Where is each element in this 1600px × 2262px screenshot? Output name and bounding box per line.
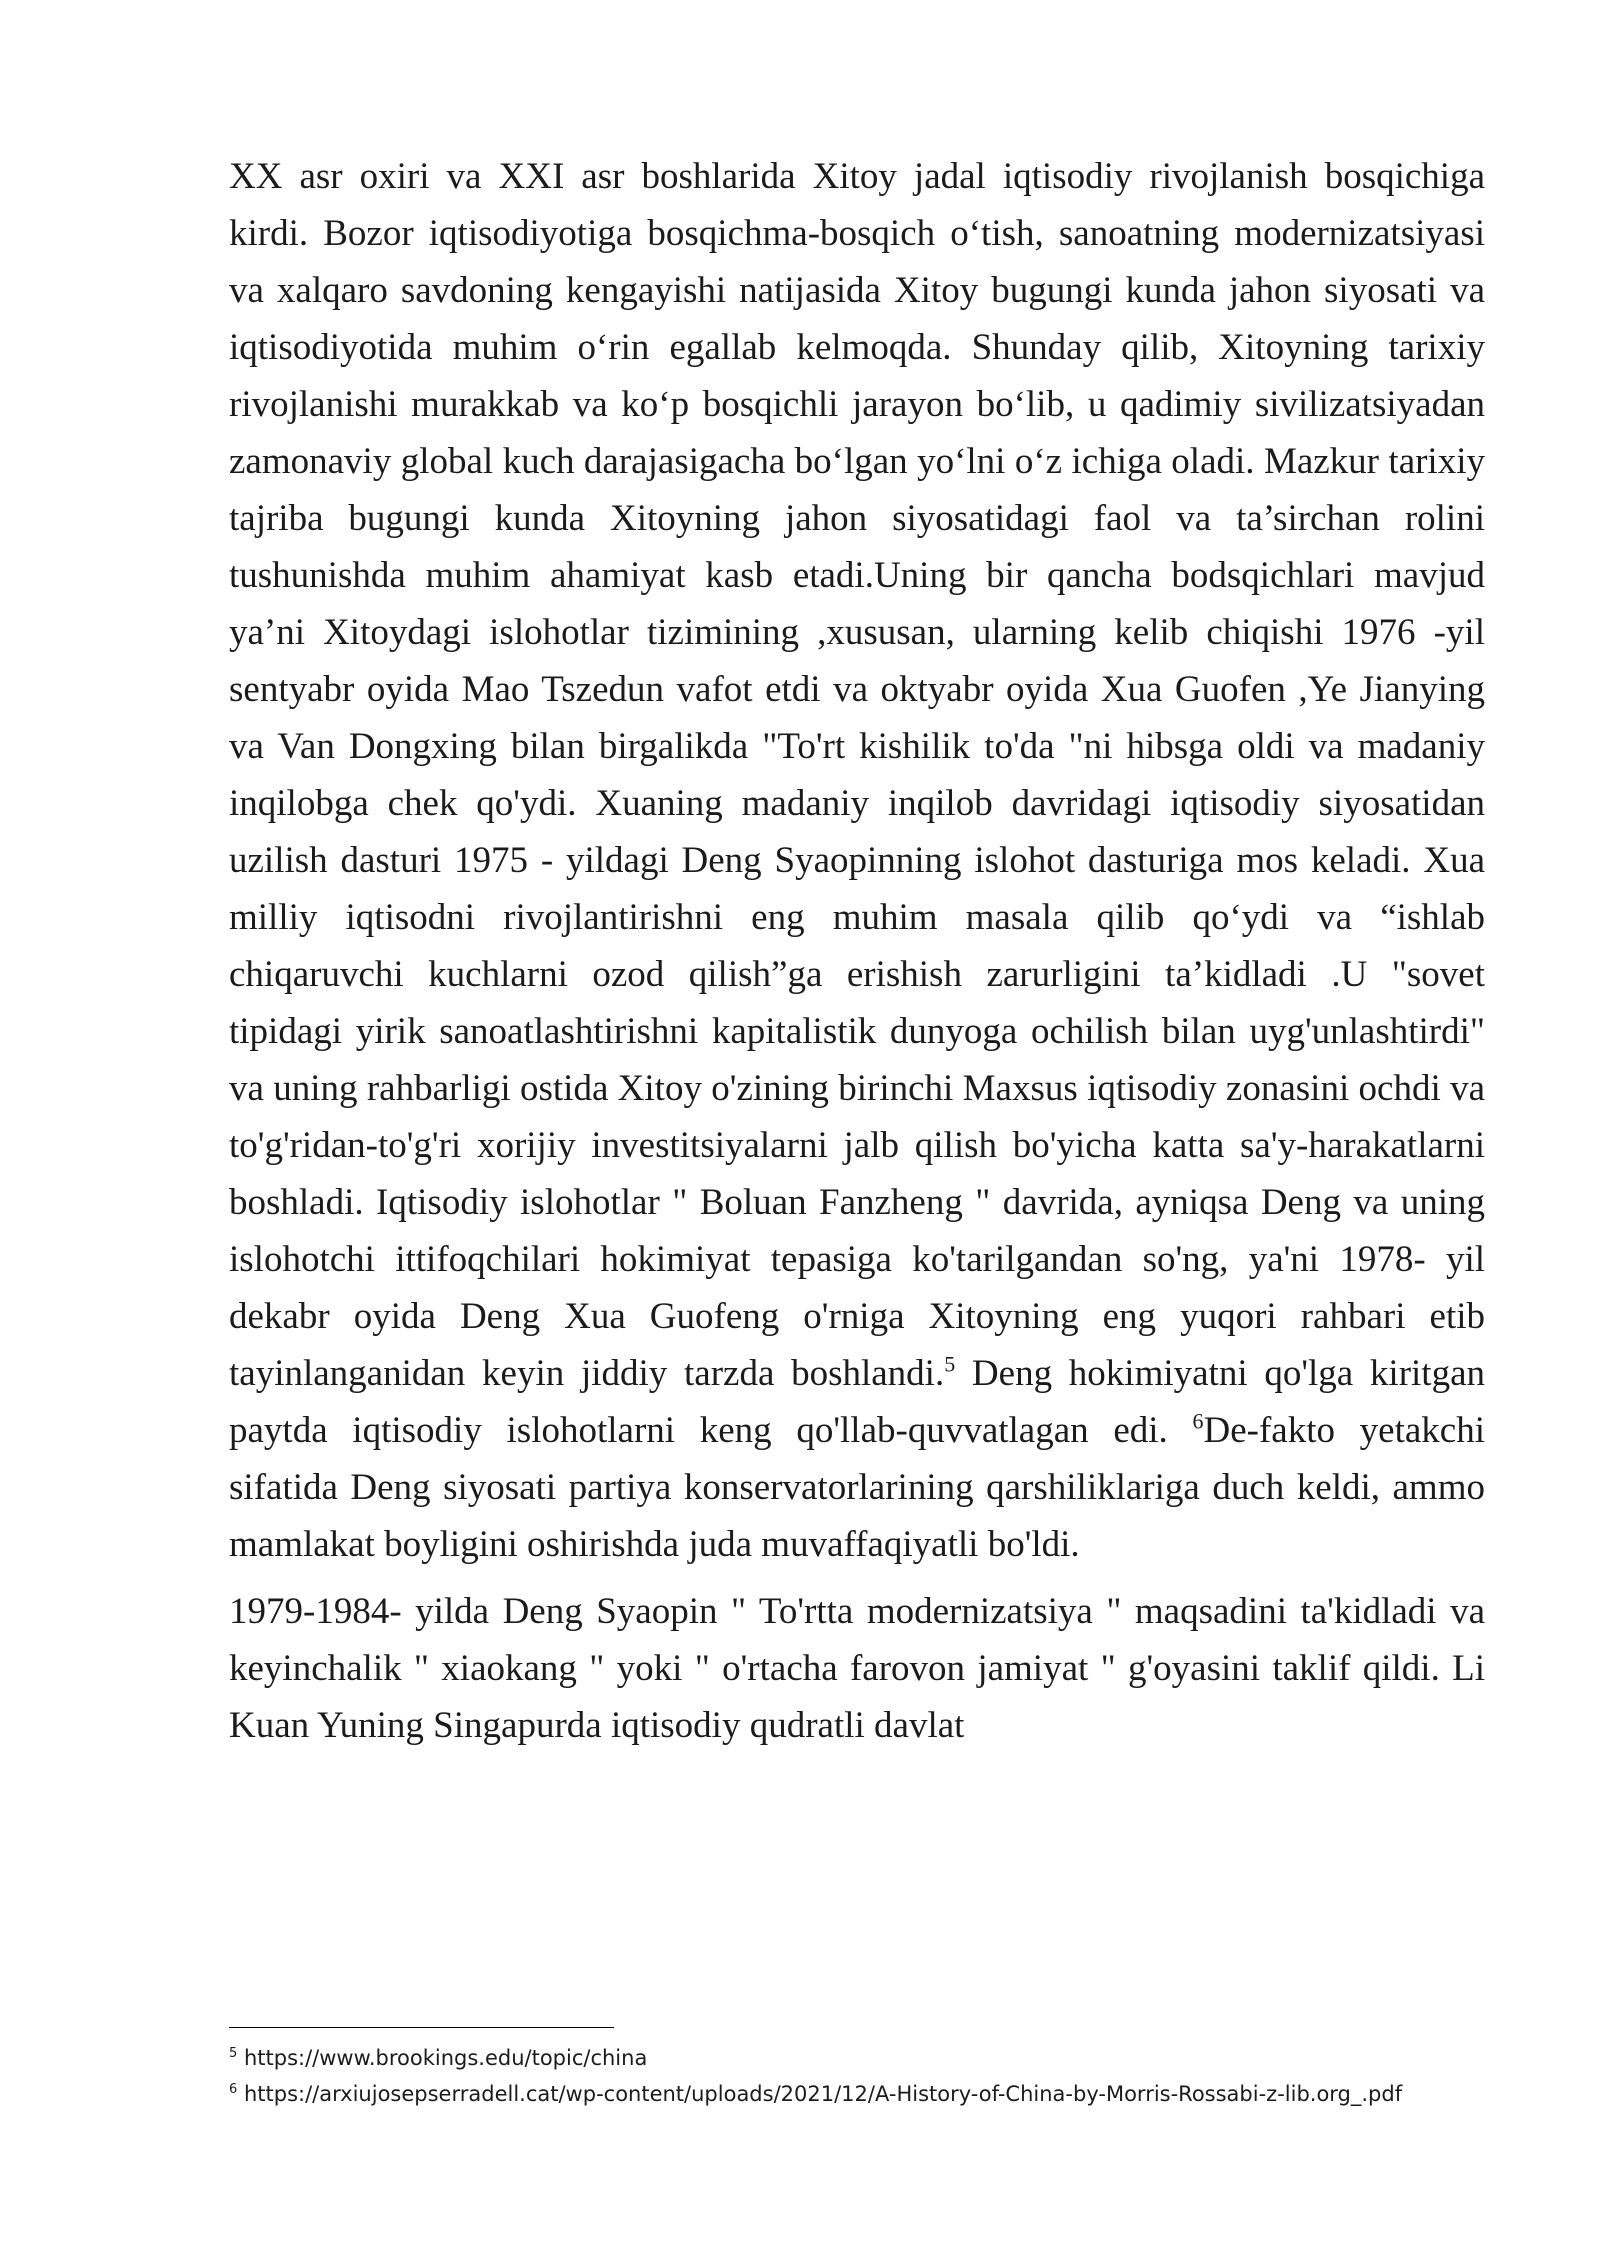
paragraph-text: De-fakto yetakchi sifatida Deng siyosati partiya konservatorlarining qarshiliklariga duch keldi, ammo mamlakat boyligini oshirishda juda muvaffaqiyatli bo'ldi. [229,1410,1485,1565]
paragraph [229,148,1485,1573]
footnote-reference-5[interactable]: 5 [944,1351,956,1377]
footnote-number: 6 [229,2082,238,2097]
footnote-separator [229,2027,614,2028]
paragraph-text: 1979-1984- yilda Deng Syaopin " To'rtta modernizatsiya " maqsadini ta'kidladi va keyinchalik " xiaokang " yoki " o'rtacha farovon jamiyat " g'oyasini taklif qildi. Li Kuan Yuning Singapurda iqtisodiy qudratli davlat [229,1591,1485,1746]
footnote-reference-6[interactable]: 6 [1192,1408,1204,1434]
footnote-number: 5 [229,2046,238,2061]
paragraph [229,1583,1485,1754]
footnote-link[interactable]: https://www.brookings.edu/topic/china [237,2046,648,2070]
body-text [229,148,1485,1754]
paragraph-text: XX asr oxiri va XXI asr boshlarida Xitoy jadal iqtisodiy rivojlanish bosqichiga kirdi. Bozor iqtisodiyotiga bosqichma-bosqich o‘tish, sanoatning modernizatsiyasi va xalqaro savdoning kengayishi natijasida Xitoy bugungi kunda jahon siyosati va iqtisodiyotida muhim o‘rin egallab kelmoqda. Shunday qilib, Xitoyning tarixiy rivojlanishi murakkab va ko‘p bosqichli jarayon bo‘lib, u qadimiy sivilizatsiyadan zamonaviy global kuch darajasigacha bo‘lgan yo‘lni o‘z ichiga oladi. Mazkur tarixiy tajriba bugungi kunda Xitoyning jahon siyosatidagi faol va ta’sirchan rolini tushunishda muhim ahamiyat kasb etadi.Uning bir qancha bodsqichlari mavjud ya’ni Xitoydagi islohotlar tizimining ,xususan, ularning kelib chiqishi 1976 -yil sentyabr oyida Mao Tszedun vafot etdi va oktyabr oyida Xua Guofen ,Ye Jianying va Van Dongxing bilan birgalikda "To'rt kishilik to'da "ni hibsga oldi va madaniy inqilobga chek qo'ydi. Xuaning madaniy inqilob davridagi iqtisodiy siyosatidan uzilish dasturi 1975 - yildagi Deng Syaopinning islohot dasturiga mos keladi. Xua milliy iqtisodni rivojlantirishni eng muhim masala qilib qo‘ydi va “ishlab chiqaruvchi kuchlarni ozod qilish”ga erishish zarurligini ta’kidladi .U "sovet tipidagi yirik sanoatlashtirishni kapitalistik dunyoga ochilish bilan uyg'unlashtirdi" va uning rahbarligi ostida Xitoy o'zining birinchi Maxsus iqtisodiy zonasini ochdi va to'g'ridan-to'g'ri xorijiy investitsiyalarni jalb qilish bo'yicha katta sa'y-harakatlarni boshladi. Iqtisodiy islohotlar " Boluan Fanzheng " davrida, ayniqsa Deng va uning islohotchi ittifoqchilari hokimiyat tepasiga ko'tarilgandan so'ng, ya'ni 1978- yil dekabr oyida Deng Xua Guofeng o'rniga Xitoyning eng yuqori rahbari etib tayinlanganidan keyin jiddiy tarzda boshlandi. [229,156,1485,1394]
footnote-link[interactable]: https://arxiujosepserradell.cat/wp-content/uploads/2021/12/A-History-of-China-by-Morris-Rossabi-z-lib.org_.pdf [237,2082,1403,2106]
footnotes [229,2040,1529,2112]
footnote-5 [229,2040,1529,2076]
footnote-6 [229,2076,1529,2112]
paragraph-text: Deng hokimiyatni qo'lga kiritgan paytda iqtisodiy islohotlarni keng qo'llab-quvvatlagan edi. [229,1353,1485,1451]
